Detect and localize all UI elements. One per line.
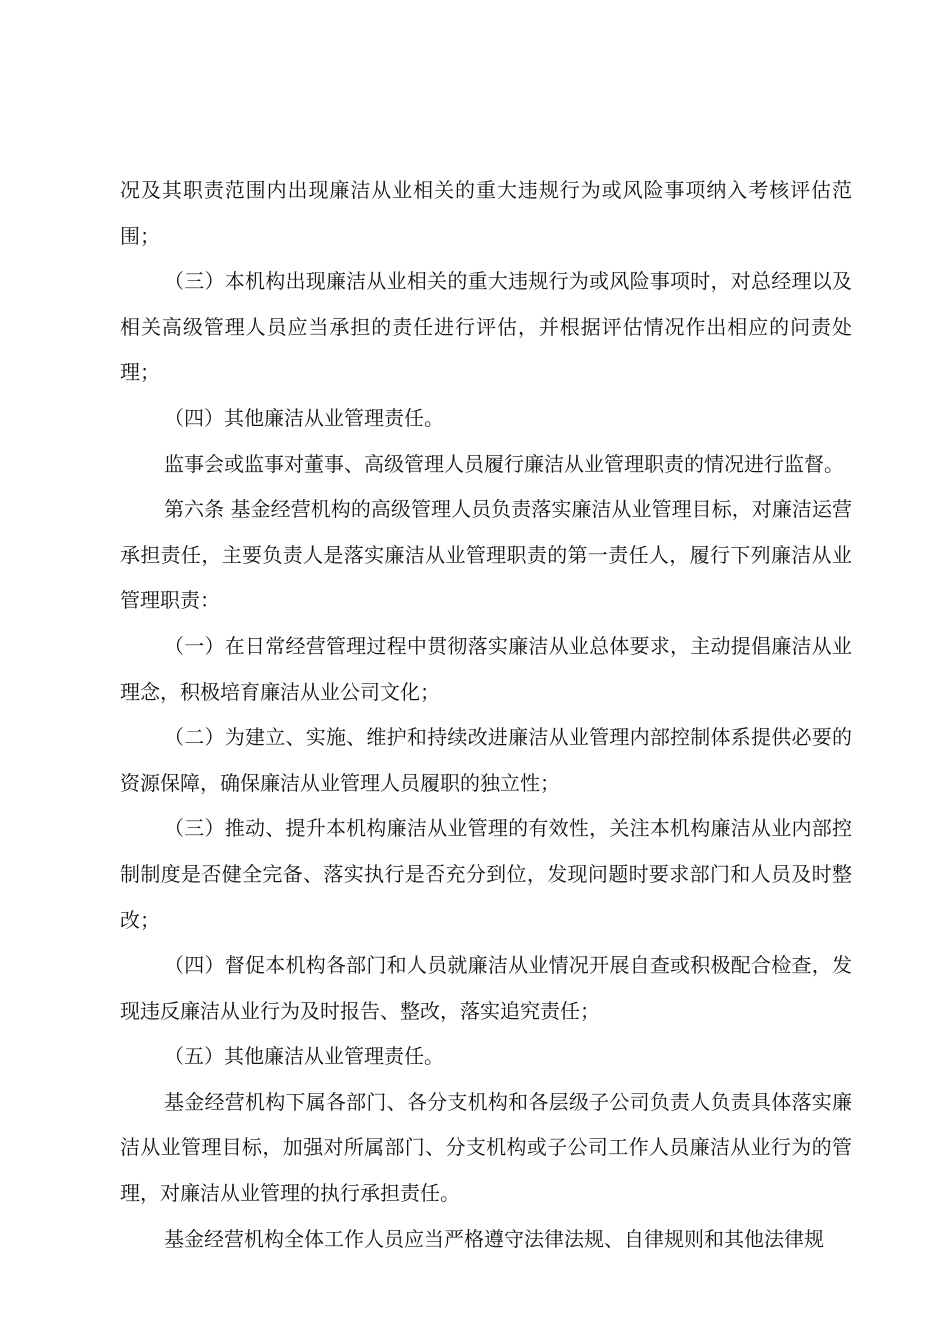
paragraph-all-staff: 基金经营机构全体工作人员应当严格遵守法律法规、自律规则和其他法律规 [164,1226,824,1251]
paragraph-article-6-item-2: （二）为建立、实施、维护和持续改进廉洁从业管理内部控制体系提供必要的资源保障，确保廉洁从业管理人员履职的独立性； [120,725,852,795]
paragraph-article-6-item-5: （五）其他廉洁从业管理责任。 [164,1044,444,1069]
paragraph-article-6-item-4: （四）督促本机构各部门和人员就廉洁从业情况开展自查或积极配合检查，发现违反廉洁从业行为及时报告、整改，落实追究责任； [120,953,852,1023]
paragraph-article-6: 第六条 基金经营机构的高级管理人员负责落实廉洁从业管理目标，对廉洁运营承担责任，主要负责人是落实廉洁从业管理职责的第一责任人，履行下列廉洁从业管理职责： [120,497,852,613]
paragraph-article-6-item-3: （三）推动、提升本机构廉洁从业管理的有效性，关注本机构廉洁从业内部控制制度是否健全完备、落实执行是否充分到位，发现问题时要求部门和人员及时整改； [120,816,852,932]
paragraph-item-3: （三）本机构出现廉洁从业相关的重大违规行为或风险事项时，对总经理以及相关高级管理人员应当承担的责任进行评估，并根据评估情况作出相应的问责处理； [120,269,852,385]
paragraph-supervisory-board: 监事会或监事对董事、高级管理人员履行廉洁从业管理职责的情况进行监督。 [164,451,844,476]
paragraph-continuation: 况及其职责范围内出现廉洁从业相关的重大违规行为或风险事项纳入考核评估范围； [120,178,852,248]
paragraph-item-4: （四）其他廉洁从业管理责任。 [164,405,444,430]
paragraph-article-6-item-1: （一）在日常经营管理过程中贯彻落实廉洁从业总体要求，主动提倡廉洁从业理念，积极培育廉洁从业公司文化； [120,633,852,704]
document-body [120,168,852,1262]
paragraph-department-heads: 基金经营机构下属各部门、各分支机构和各层级子公司负责人负责具体落实廉洁从业管理目标，加强对所属部门、分支机构或子公司工作人员廉洁从业行为的管理，对廉洁从业管理的执行承担责任。 [120,1089,852,1206]
